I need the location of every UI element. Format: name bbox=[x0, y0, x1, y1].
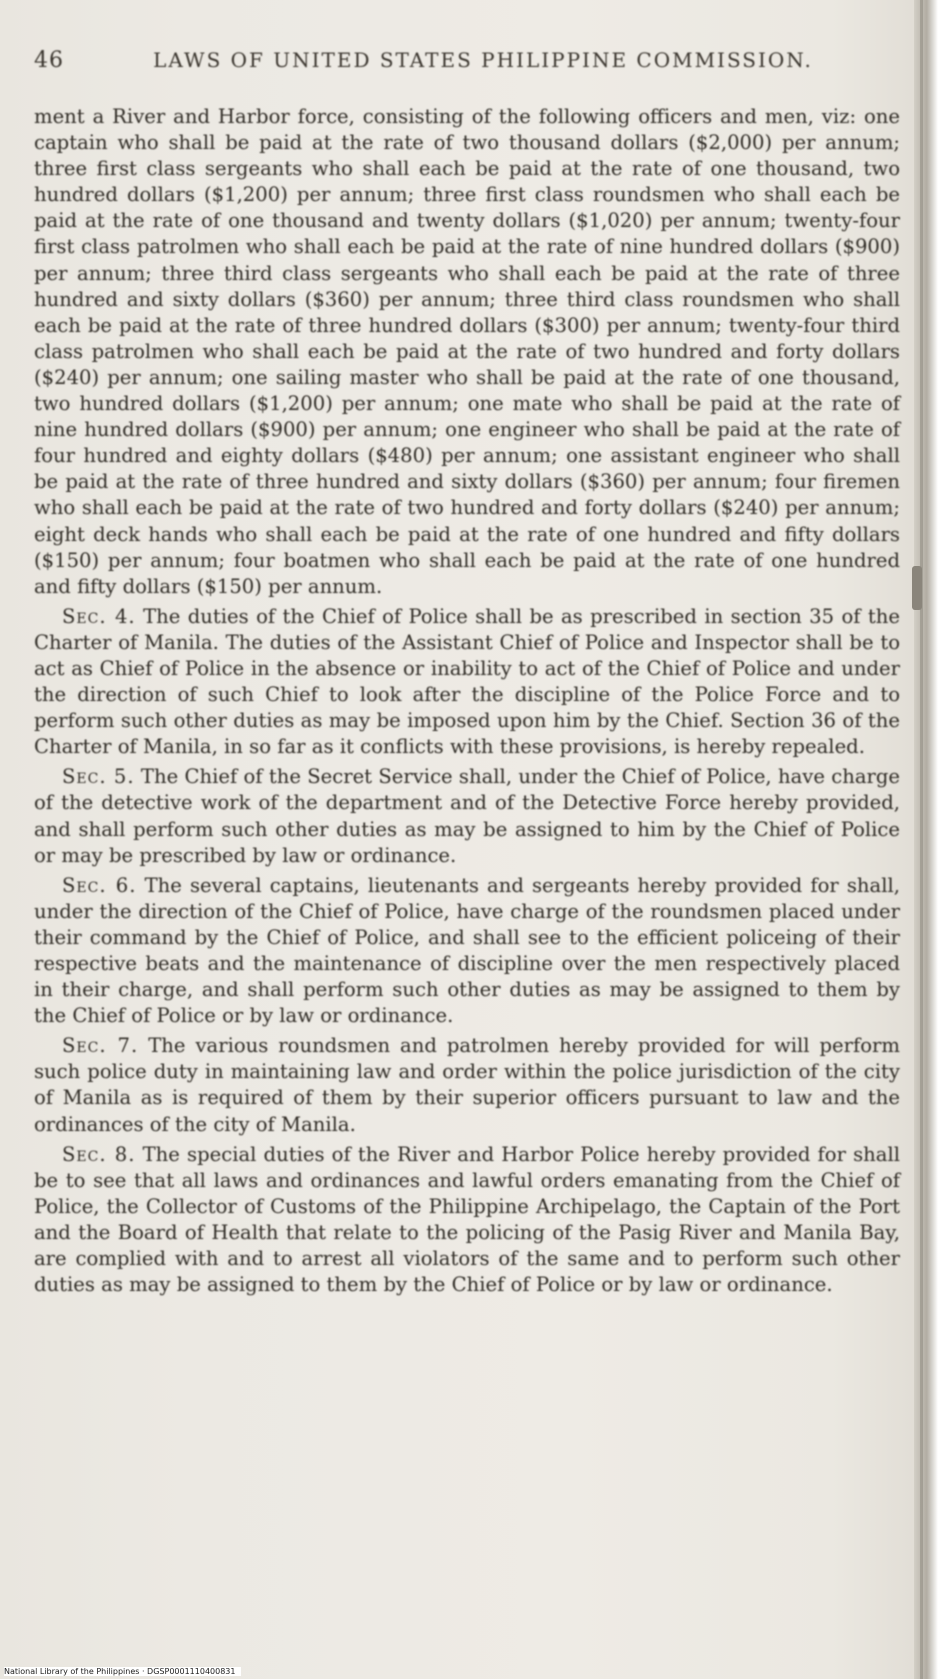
paragraph-sec-6 bbox=[34, 873, 900, 1030]
paragraph-text: The duties of the Chief of Police shall be as prescribed in section 35 of the Charter of Manila. The duties of the Assistant Chief of Police and Inspector shall be to act as Chief of Police in the absence or inability to act of the Chief of Police and under the direction of such Chief to look after the discipline of the Police Force and to perform such other duties as may be imposed upon him by the Chief. Section 36 of the Charter of Manila, in so far as it conflicts with these provisions, is hereby repealed. bbox=[34, 604, 900, 759]
paragraph-sec-7 bbox=[34, 1033, 900, 1137]
page-header bbox=[34, 48, 900, 92]
document-page bbox=[34, 48, 900, 1302]
section-label: Sec. 5. bbox=[62, 765, 135, 789]
paragraph-text: The several captains, lieutenants and sergeants hereby provided for shall, under the direction of the Chief of Police, have charge of the roundsmen placed under their command by the Chief of Police, and shall see to the efficient policeing of their respective beats and the maintenance of discipline over the men respectively placed in their charge, and shall perform such other duties as may be assigned to them by the Chief of Police or by law or ordinance. bbox=[34, 873, 900, 1028]
book-binding-edge bbox=[914, 0, 946, 1679]
section-label: Sec. 6. bbox=[62, 873, 137, 897]
section-label: Sec. 7. bbox=[62, 1034, 139, 1058]
paragraph-sec-8 bbox=[34, 1142, 900, 1299]
paragraph-sec-4 bbox=[34, 604, 900, 761]
paragraph-text: The various roundsmen and patrolmen hereby provided for will perform such police duty in maintaining law and order within the police jurisdiction of the city of Manila as is required of them by their superior officers pursuant to law and the ordinances of the city of Manila. bbox=[34, 1034, 900, 1136]
paragraph-continuation bbox=[34, 104, 900, 600]
paragraph-sec-5 bbox=[34, 764, 900, 868]
paragraph-text: The Chief of the Secret Service shall, under the Chief of Police, have charge of the detective work of the department and of the Detective Force hereby provided, and shall perform such other duties as may be assigned to him by the Chief of Police or may be prescribed by law or ordinance. bbox=[34, 765, 900, 867]
scan-footer: National Library of the Philippines · DGSP0001110400831 bbox=[4, 1667, 241, 1676]
body-text bbox=[34, 104, 900, 1298]
page-number: 46 bbox=[34, 48, 64, 73]
section-label: Sec. 4. bbox=[62, 604, 136, 628]
paragraph-text: ment a River and Harbor force, consisting of the following officers and men, viz: one captain who shall be paid at the rate of two thousand dollars ($2,000) per annum; three first class sergeants who shall each be paid at the rate of one thousand, two hundred dollars ($1,200) per annum; three first class roundsmen who shall each be paid at the rate of one thousand and twenty dollars ($1,020) per annum; twenty-four first class patrolmen who shall each be paid at the rate of nine hundred dollars ($900) per annum; three third class sergeants who shall each be paid at the rate of three hundred and sixty dollars ($360) per annum; three third class roundsmen who shall each be paid at the rate of three hundred dollars ($300) per annum; twenty-four third class patrolmen who shall each be paid at the rate of two hundred and forty dollars ($240) per annum; one sailing master who shall be paid at the rate of one thousand, two hundred dollars ($1,200) per annum; one mate who shall be paid at the rate of nine hundred dollars ($900) per annum; one engineer who shall be paid at the rate of four hundred and eighty dollars ($480) per annum; one assistant engineer who shall be paid at the rate of three hundred and sixty dollars ($360) per annum; four firemen who shall each be paid at the rate of two hundred and forty dollars ($240) per annum; eight deck hands who shall each be paid at the rate of one hundred and fifty dollars ($150) per annum; four boatmen who shall each be paid at the rate of one hundred and fifty dollars ($150) per annum. bbox=[34, 105, 900, 598]
page-marker-tab bbox=[912, 566, 922, 610]
paragraph-text: The special duties of the River and Harbor Police hereby provided for shall be to see that all laws and ordinances and lawful orders emanating from the Chief of Police, the Collector of Customs of the Philippine Archipelago, the Captain of the Port and the Board of Health that relate to the policing of the Pasig River and Manila Bay, are complied with and to arrest all violators of the same and to perform such other duties as may be assigned to them by the Chief of Police or by law or ordinance. bbox=[34, 1142, 900, 1297]
section-label: Sec. 8. bbox=[62, 1142, 136, 1166]
running-title: LAWS OF UNITED STATES PHILIPPINE COMMISSION. bbox=[153, 48, 813, 72]
